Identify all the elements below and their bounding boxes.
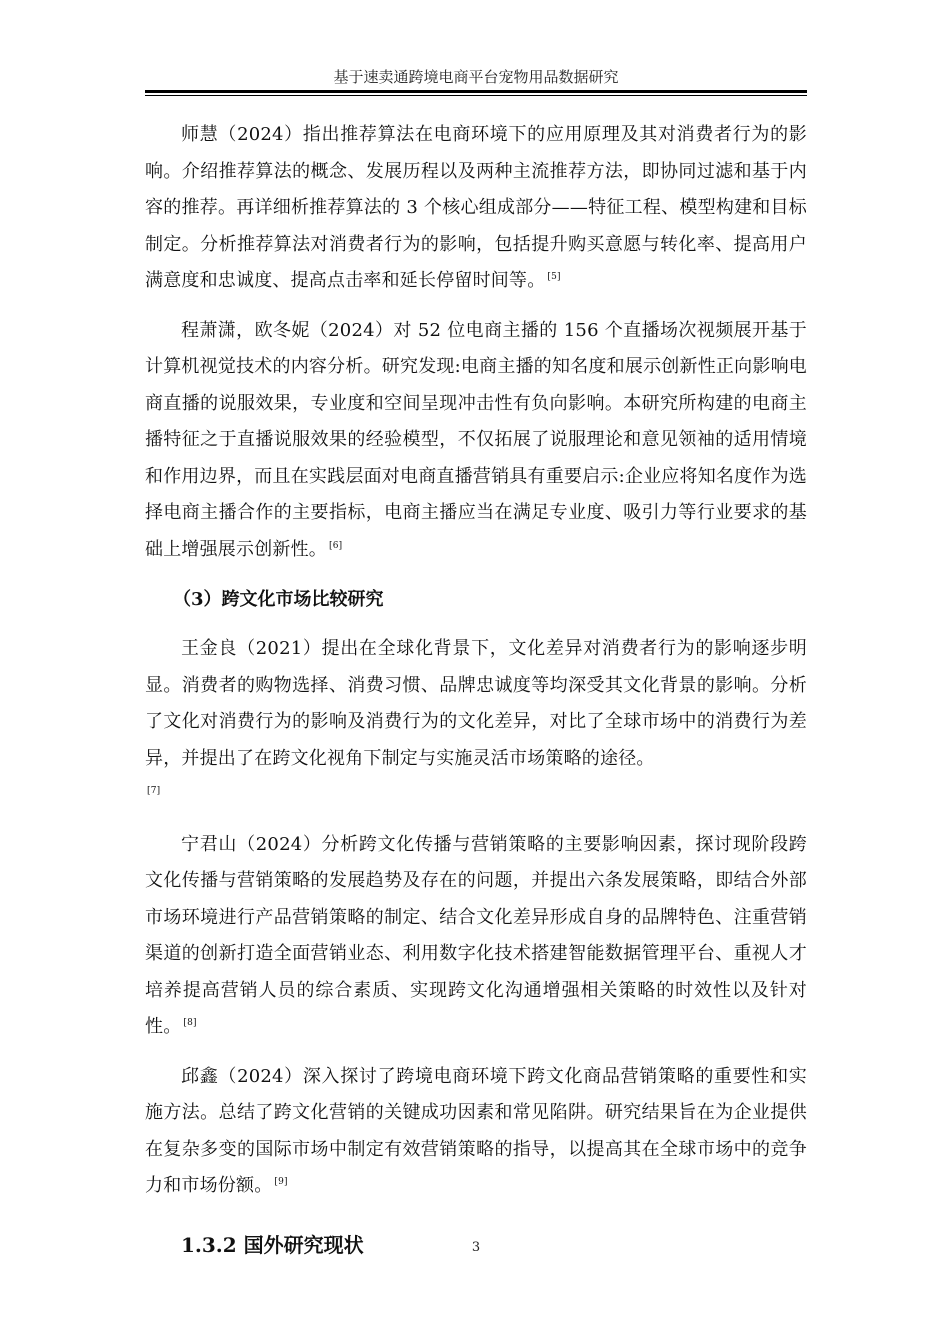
page-number: 3 (471, 1240, 481, 1255)
citation-ref: [5] (547, 272, 561, 282)
paragraph-text: 王金良（2021）提出在全球化背景下，文化差异对消费者行为的影响逐步明显。消费者的购物选择、消费习惯、品牌忠诚度等均深受其文化背景的影响。分析了文化对消费行为的影响及消费行为的文化差异，对比了全球市场中的消费行为差异，并提出了在跨文化视角下制定与实施灵活市场策略的途径。 (145, 638, 807, 769)
header-rule-thin (145, 95, 807, 96)
paragraph-text: 师慧（2024）指出推荐算法在电商环境下的应用原理及其对消费者行为的影响。介绍推荐算法的概念、发展历程以及两种主流推荐方法，即协同过滤和基于内容的推荐。再详细析推荐算法的 3 个核心组成部分——特征工程、模型构建和目标制定。分析推荐算法对消费者行为的影响，包括提升购买意愿与转化率、提高用户满意度和忠诚度、提高点击率和延长停留时间等。 (145, 124, 807, 291)
running-header: 基于速卖通跨境电商平台宠物用品数据研究 (333, 68, 619, 86)
header-rule-thick (145, 90, 807, 93)
subsection-heading: （3）跨文化市场比较研究 (173, 589, 384, 610)
citation-ref: [6] (329, 540, 343, 551)
paragraph-wangjinliang (145, 631, 807, 814)
paragraph-chengxiaoxiao (145, 313, 807, 569)
paragraph-text: 邱鑫（2024）深入探讨了跨境电商环境下跨文化商品营销策略的重要性和实施方法。总结了跨文化营销的关键成功因素和常见陷阱。研究结果旨在为企业提供在复杂多变的国际市场中制定有效营销策略的指导，以提高其在全球市场中的竞争力和市场份额。 (145, 1065, 807, 1196)
paragraph-qiuxin (145, 1059, 807, 1205)
citation-ref: [9] (274, 1177, 288, 1187)
paragraph-shihui (145, 117, 807, 300)
section-heading: 1.3.2 国外研究现状 (181, 1232, 364, 1257)
paragraph-ningjunshan (145, 827, 807, 1046)
page-body (145, 117, 807, 1265)
paragraph-text: 程萧潇，欧冬妮（2024）对 52 位电商主播的 156 个直播场次视频展开基于计算机视觉技术的内容分析。研究发现:电商主播的知名度和展示创新性正向影响电商直播的说服效果，专业度和空间呈现冲击性有负向影响。本研究所构建的电商主播特征之于直播说服效果的经验模型，不仅拓展了说服理论和意见领袖的适用情境和作用边界，而且在实践层面对电商直播营销具有重要启示:企业应将知名度作为选择电商主播合作的主要指标，电商主播应当在满足专业度、吸引力等行业要求的基础上增强展示创新性。 (145, 319, 807, 560)
citation-ref: [7] (147, 786, 161, 796)
citation-ref: [8] (183, 1018, 197, 1028)
paragraph-text: 宁君山（2024）分析跨文化传播与营销策略的主要影响因素，探讨现阶段跨文化传播与营销策略的发展趋势及存在的问题，并提出六条发展策略，即结合外部市场环境进行产品营销策略的制定、结合文化差异形成自身的品牌特色、注重营销渠道的创新打造全面营销业态、利用数字化技术搭建智能数据管理平台、重视人才培养提高营销人员的综合素质、实现跨文化沟通增强相关策略的时效性以及针对性。 (145, 833, 807, 1037)
